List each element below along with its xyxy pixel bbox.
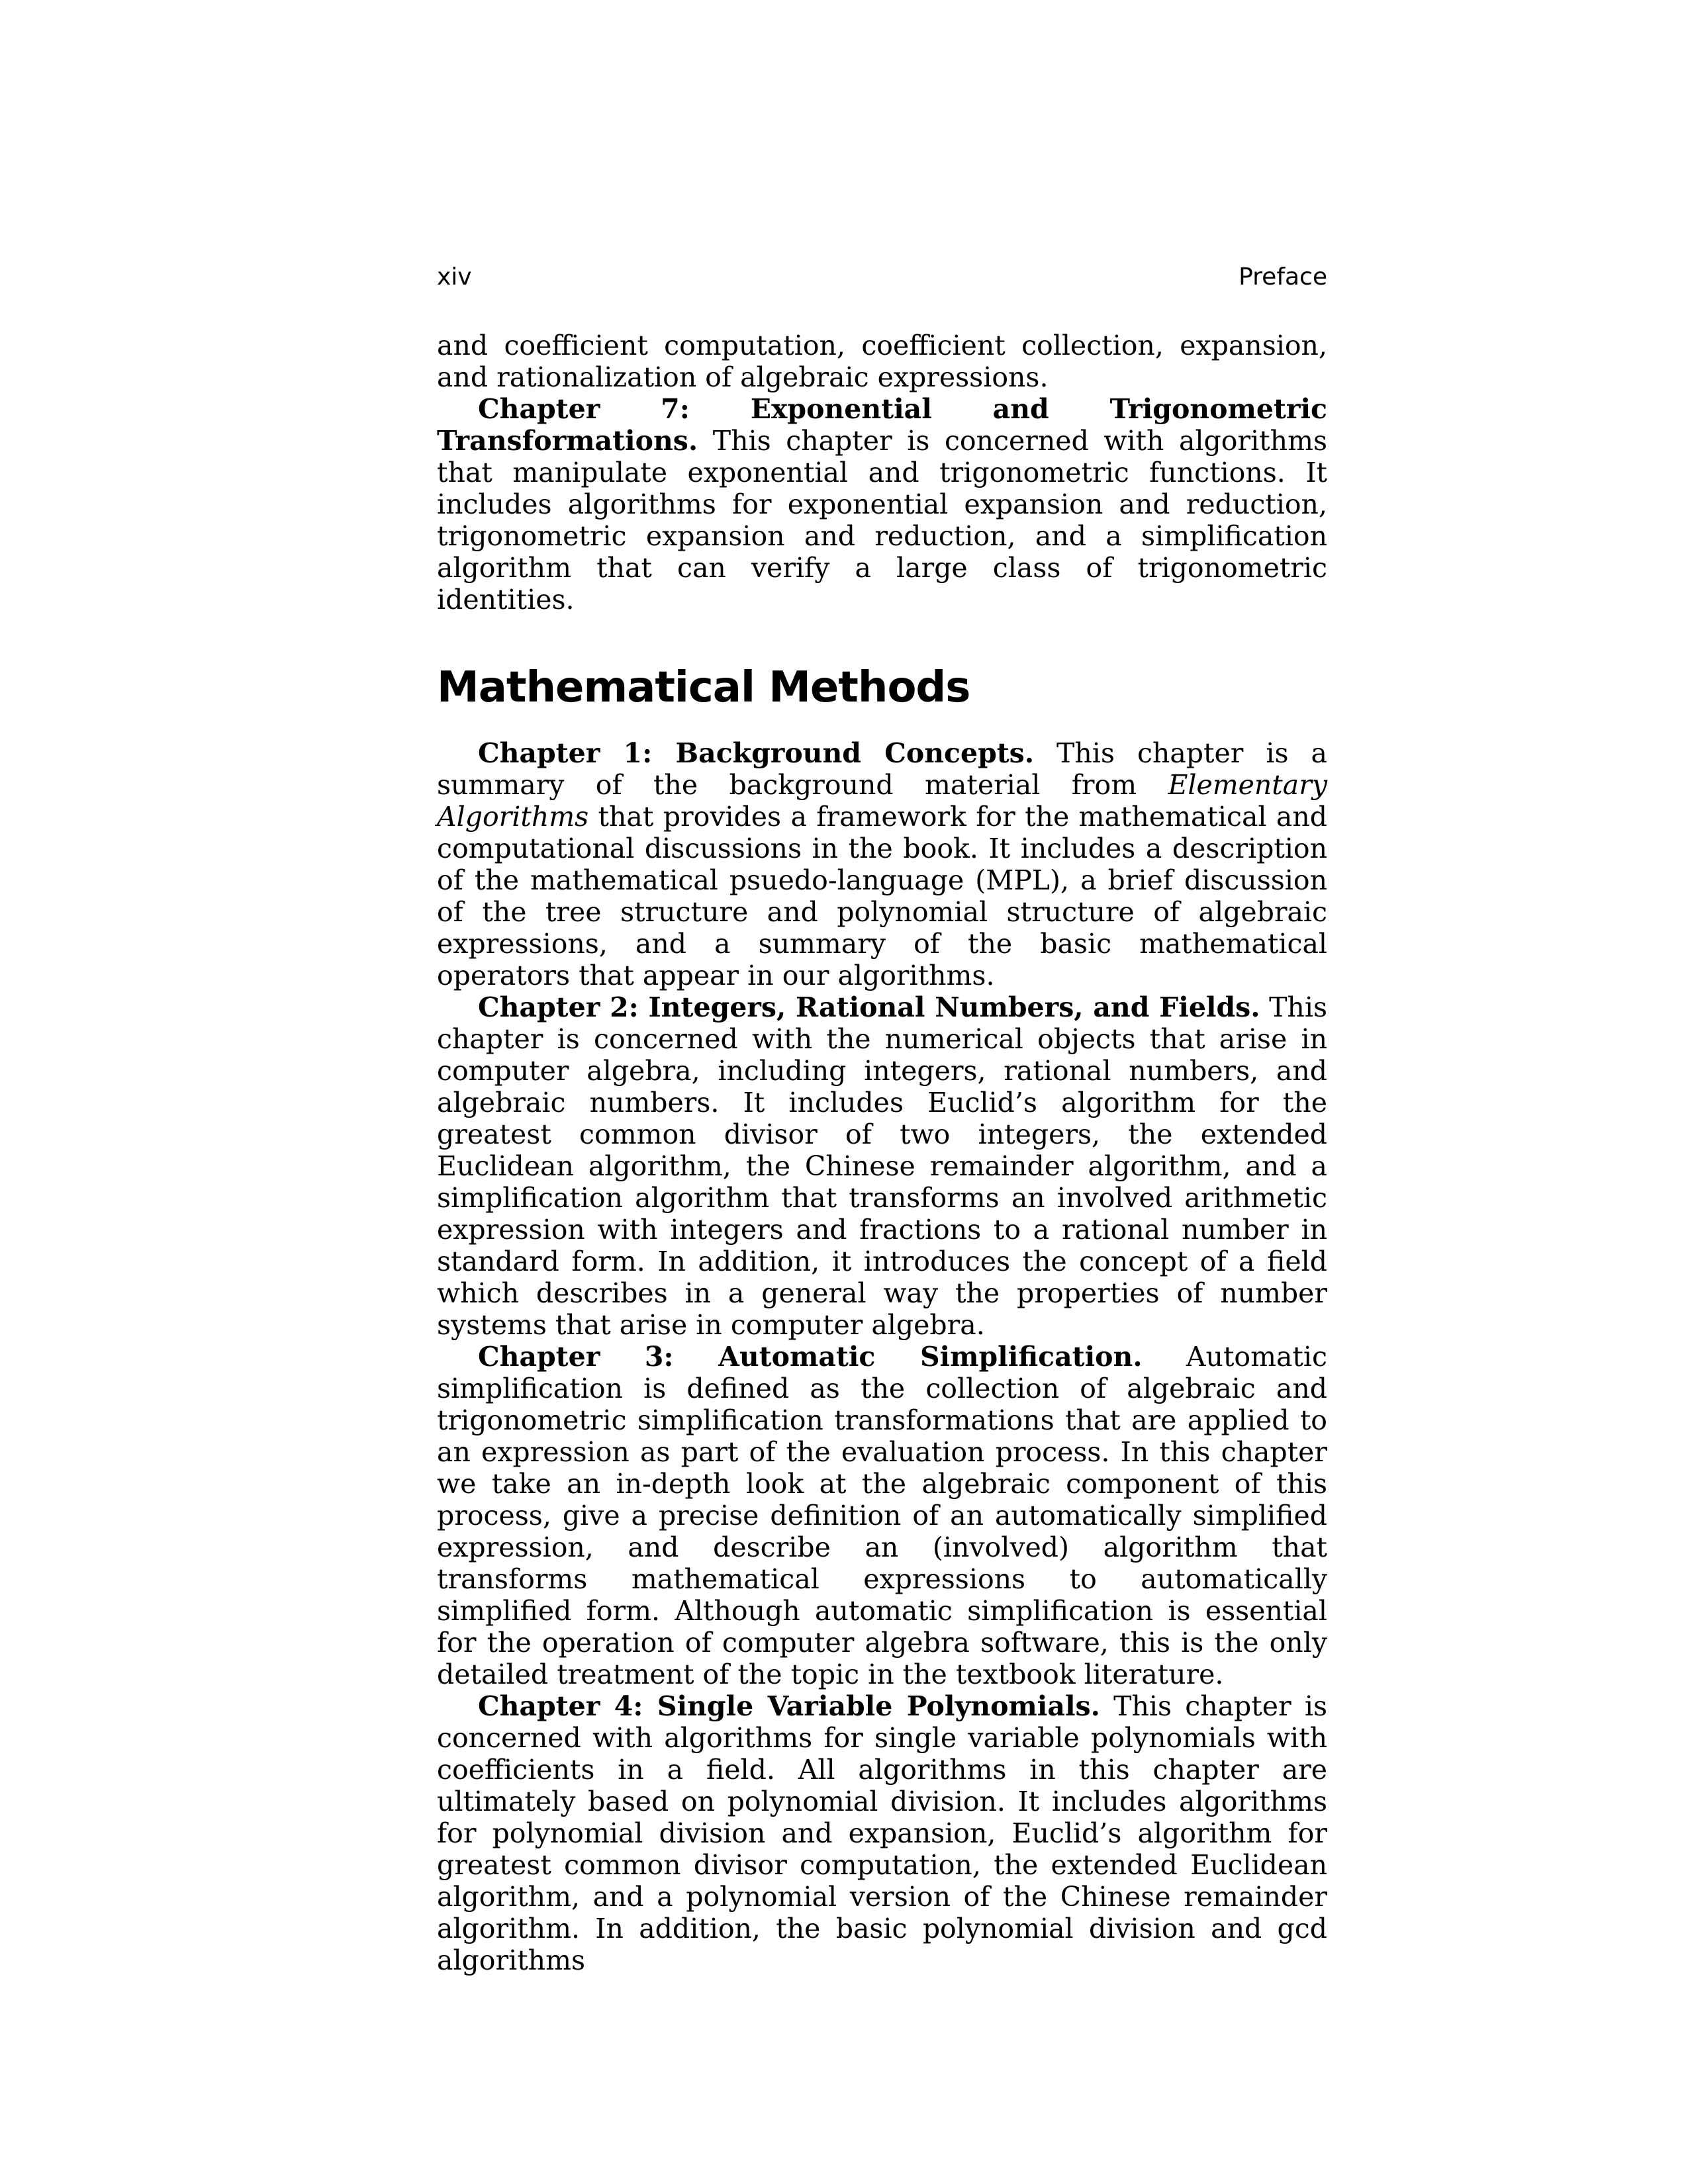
running-title: Preface xyxy=(1239,263,1327,291)
text-block xyxy=(437,330,1327,1976)
chapter-7-body: This chapter is concerned with algorithms that manipulate exponential and trigonometric functions. It includes algorithms for exponential expansion and reduction, trigonometric expansion and reduction, and a simplification algorithm that can verify a large class of trigonometric identities. xyxy=(437,425,1327,615)
chapter-4-body: This chapter is concerned with algorithms for single variable polynomials with coefficients in a field. All algorithms in this chapter are ultimately based on polynomial division. It includes algorithms for polynomial division and expansion, Euclid’s algorithm for greatest common divisor computation, the extended Euclidean algorithm, and a polynomial version of the Chinese remainder algorithm. In addition, the basic polynomial division and gcd algorithms xyxy=(437,1690,1327,1977)
chapter-2-lead: Chapter 2: Integers, Rational Numbers, and Fields. xyxy=(478,991,1260,1024)
chapter-3-body: Automatic simplification is defined as the collection of algebraic and trigonometric simplification transformations that are applied to an expression as part of the evaluation process. In this chapter we take an in-depth look at the algebraic component of this process, give a precise definition of an automatically simplified expression, and describe an (involved) algorithm that transforms mathematical expressions to automatically simplified form. Although automatic simplification is essential for the operation of computer algebra software, this is the only detailed treatment of the topic in the textbook literature. xyxy=(437,1341,1327,1691)
paragraph-continuation xyxy=(437,330,1327,393)
paragraph-chapter-2 xyxy=(437,991,1327,1341)
chapter-3-lead: Chapter 3: Automatic Simplification. xyxy=(478,1341,1143,1373)
paragraph-chapter-3 xyxy=(437,1341,1327,1690)
chapter-1-lead: Chapter 1: Background Concepts. xyxy=(478,737,1035,770)
chapter-1-book-title: Elementary Algorithms xyxy=(437,769,1327,833)
paragraph-chapter-4 xyxy=(437,1690,1327,1976)
chapter-1-body-a: This chapter is a summary of the background material from xyxy=(437,737,1327,801)
page-number: xiv xyxy=(437,263,472,291)
chapter-2-body: This chapter is concerned with the numerical objects that arise in computer algebra, including integers, rational numbers, and algebraic numbers. It includes Euclid’s algorithm for the greatest common divisor of two integers, the extended Euclidean algorithm, the Chinese remainder algorithm, and a simplification algorithm that transforms an involved arithmetic expression with integers and fractions to a rational number in standard form. In addition, it introduces the concept of a field which describes in a general way the properties of number systems that arise in computer algebra. xyxy=(437,991,1327,1342)
paragraph-chapter-7 xyxy=(437,393,1327,615)
paragraph-chapter-1 xyxy=(437,737,1327,991)
page-header xyxy=(437,263,1327,291)
chapter-1-body-b: that provides a framework for the mathematical and computational discussions in the book. It includes a description of the mathematical psuedo-language (MPL), a brief discussion of the tree structure and polynomial structure of algebraic expressions, and a summary of the basic mathematical operators that appear in our algorithms. xyxy=(437,801,1327,992)
chapter-7-lead: Chapter 7: Exponential and Trigonometric Transformations. xyxy=(437,393,1327,457)
paragraph-continuation-text: and coefficient computation, coefficient collection, expansion, and rationalization of algebraic expressions. xyxy=(437,330,1327,393)
chapter-4-lead: Chapter 4: Single Variable Polynomials. xyxy=(478,1690,1100,1723)
section-heading: Mathematical Methods xyxy=(437,663,970,712)
